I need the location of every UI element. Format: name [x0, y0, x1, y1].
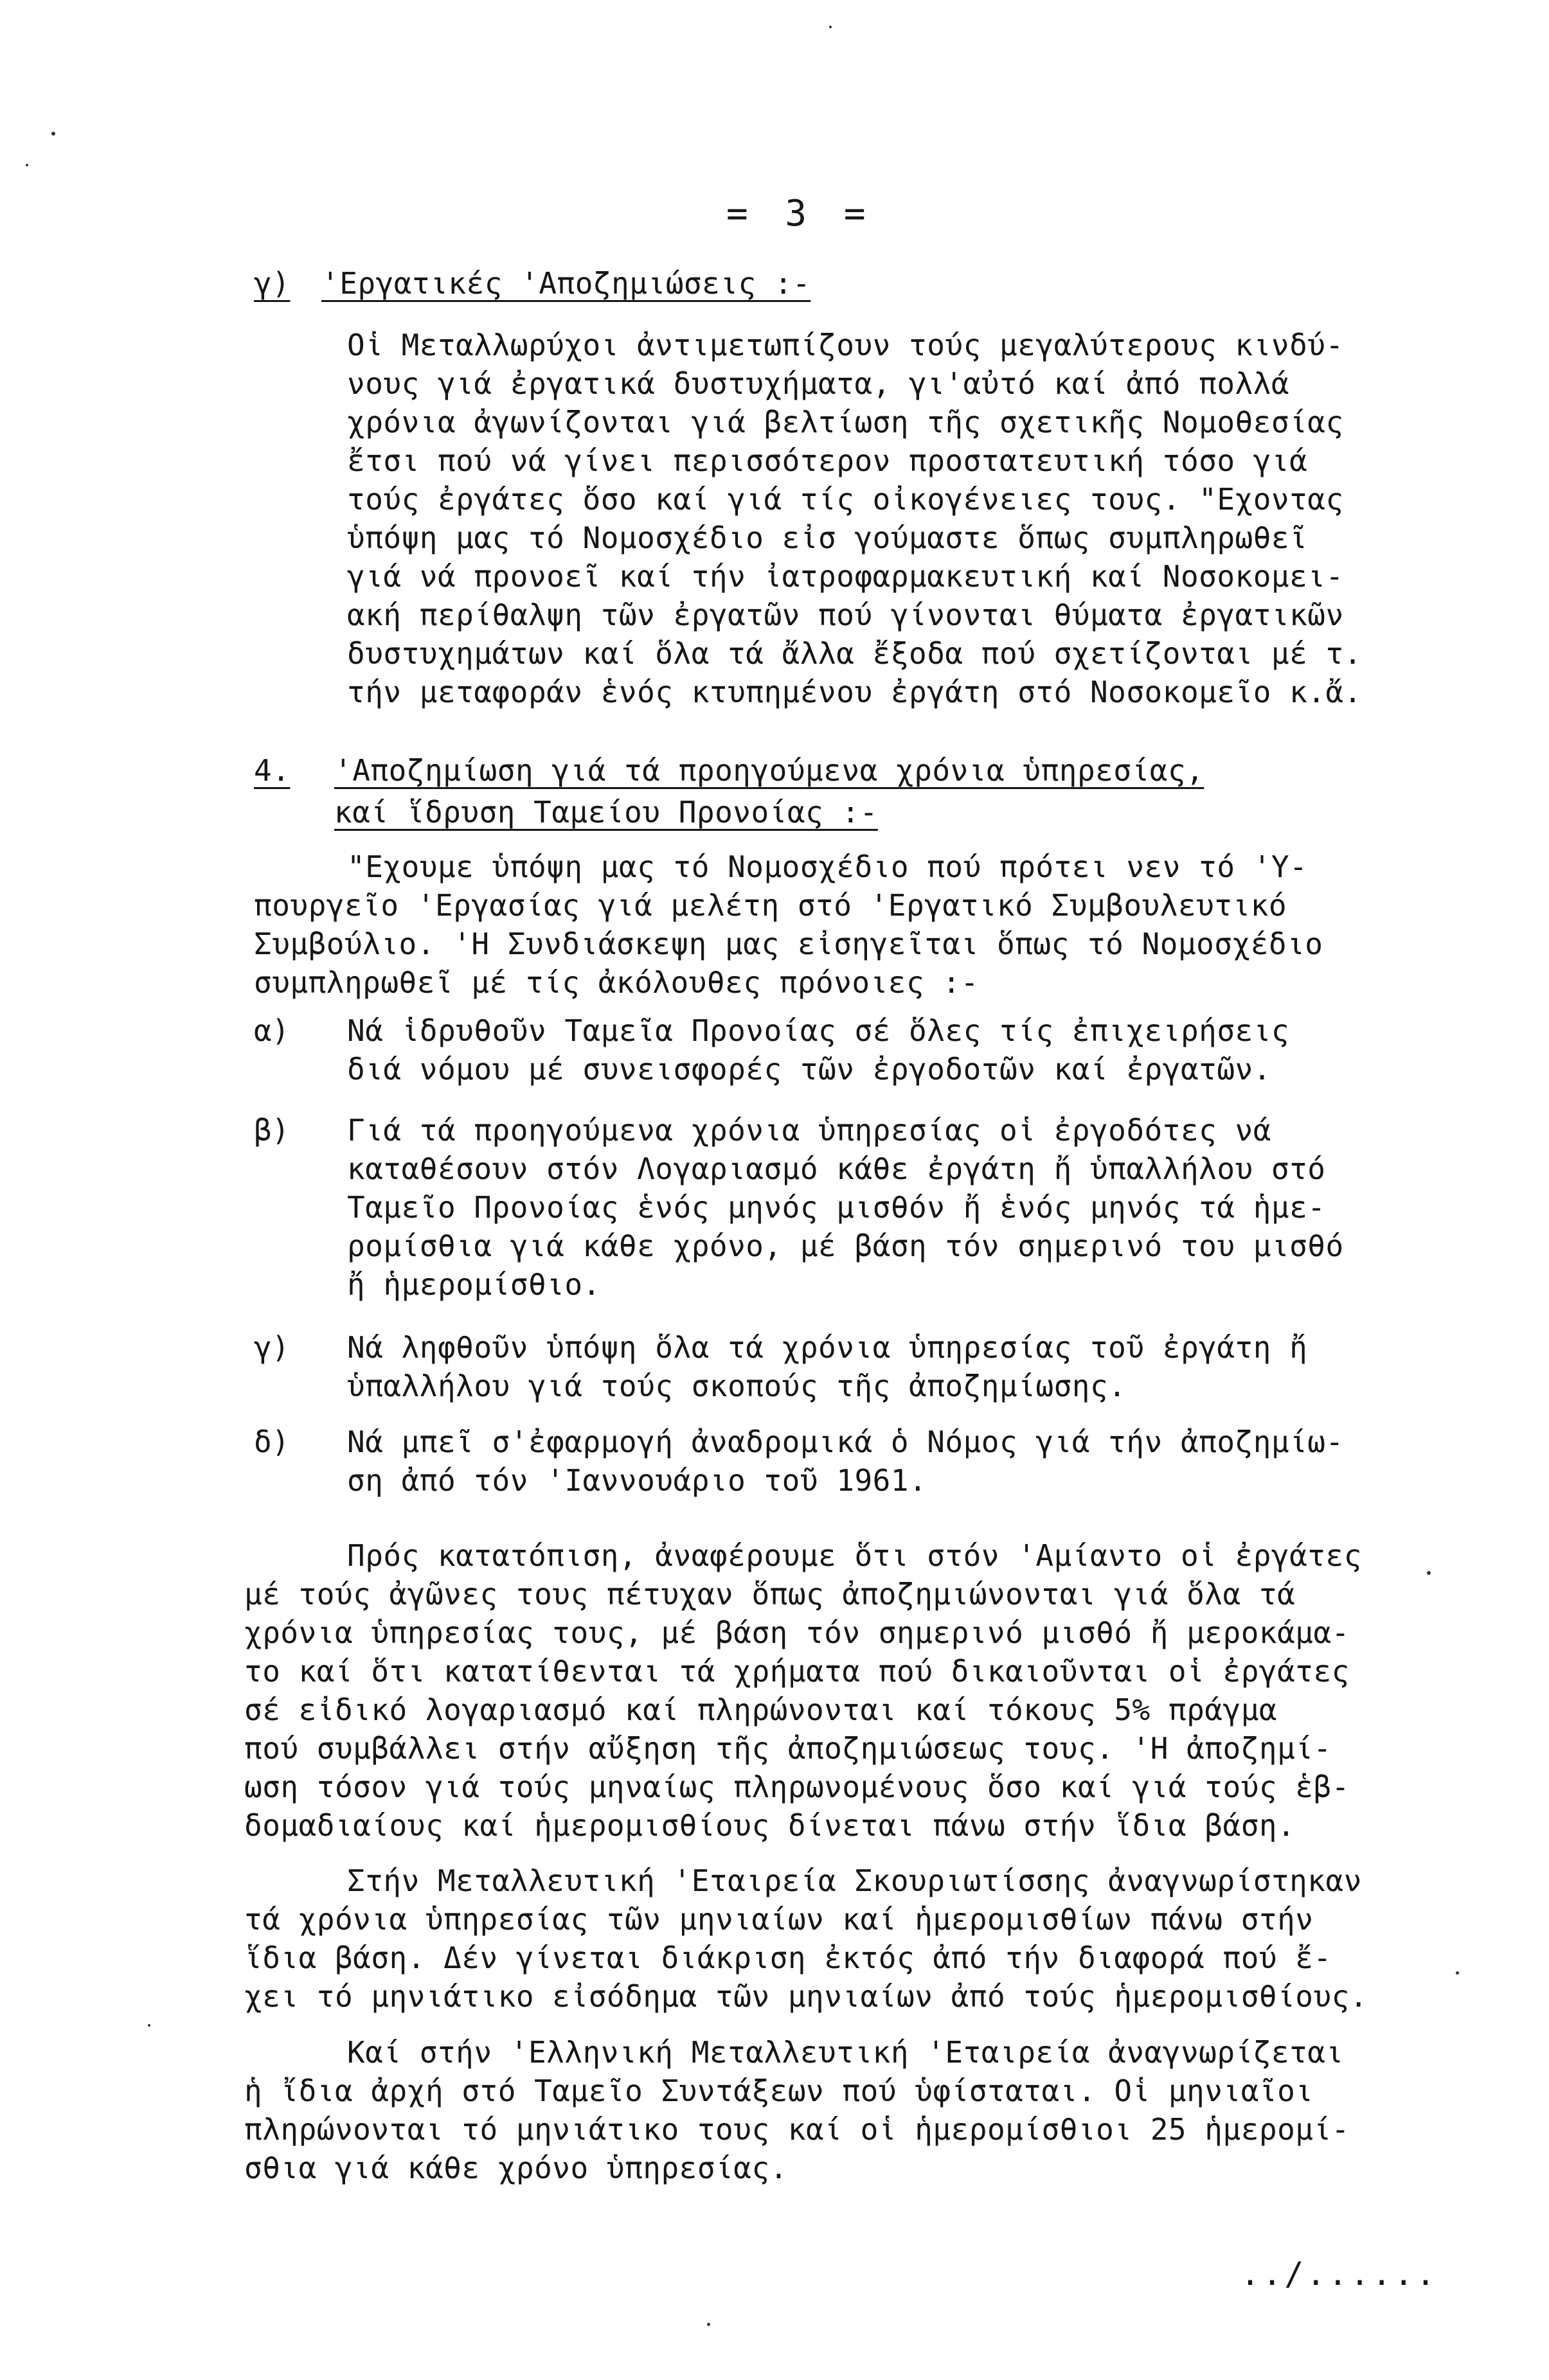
section-4-intro-line: συμπληρωθεῖ μέ τίς ἀκόλουθες πρόνοιες :- [254, 965, 979, 1000]
item-line: Νά μπεῖ σ'ἐφαρμογή ἀναδρομικά ὁ Νόμος γιά τήν ἀποζημίω- [347, 1425, 1344, 1459]
item-marker: δ) [254, 1425, 290, 1459]
scan-speck [829, 26, 832, 28]
item-line: ση ἀπό τόν 'Ιαννουάριο τοῦ 1961. [347, 1463, 927, 1498]
section-g-line: ἔτσι πού νά γίνει περισσότερον προστατευτική τόσο γιά [347, 443, 1308, 478]
section-g-line: δυστυχημάτων καί ὅλα τά ἄλλα ἔξοδα πού σχετίζονται μέ τ. [347, 636, 1362, 671]
paragraph-line: ἡ ἴδια ἀρχή στό Ταμεῖο Συντάξεων πού ὑφίσταται. Οἱ μηνιαῖοι [244, 2074, 1314, 2108]
paragraph-line: χρόνια ὑπηρεσίας τους, μέ βάση τόν σημερινό μισθό ἤ μεροκάμα- [244, 1615, 1350, 1650]
section-g-line: Οἱ Μεταλλωρύχοι ἀντιμετωπίζουν τούς μεγαλύτερους κινδύ- [347, 328, 1344, 362]
item-line: Ταμεῖο Προνοίας ἑνός μηνός μισθόν ἤ ἑνός μηνός τά ἡμε- [347, 1190, 1326, 1225]
item-line: ρομίσθια γιά κάθε χρόνο, μέ βάση τόν σημερινό του μισθό [347, 1229, 1344, 1263]
paragraph-line: το καί ὅτι κατατίθενται τά χρήματα πού δικαιοῦνται οἱ ἐργάτες [244, 1654, 1350, 1689]
section-4-intro-line: Συμβούλιο. 'Η Συνδιάσκεψη μας εἰσηγεῖται ὅπως τό Νομοσχέδιο [254, 927, 1323, 961]
item-line: διά νόμου μέ συνεισφορές τῶν ἐργοδοτῶν καί ἐργατῶν. [347, 1052, 1271, 1087]
section-g-line: ὑπόψη μας τό Νομοσχέδιο εἰσ γούμαστε ὅπως συμπληρωθεῖ [347, 520, 1308, 555]
paragraph-line: σθια γιά κάθε χρόνο ὑπηρεσίας. [244, 2151, 788, 2185]
section-4-intro-line: "Εχουμε ὑπόψη μας τό Νομοσχέδιο πού πρότει νεν τό 'Υ- [347, 849, 1308, 884]
paragraph-line: Πρός κατατόπιση, ἀναφέρουμε ὅτι στόν 'Αμίαντο οἱ ἐργάτες [347, 1538, 1362, 1573]
page-number: = 3 = [726, 193, 873, 235]
paragraph-line: ωση τόσον γιά τούς μηναίως πληρωνομένους ὅσο καί γιά τούς ἑβ- [244, 1770, 1350, 1804]
scan-speck [51, 132, 55, 136]
section-g-line: τήν μεταφοράν ἑνός κτυπημένου ἐργάτη στό Νοσοκομεῖο κ.ἄ. [347, 675, 1362, 709]
paragraph-line: Καί στήν 'Ελληνική Μεταλλευτική 'Εταιρεία ἀναγνωρίζεται [347, 2035, 1344, 2070]
section-g-line: γιά νά προνοεῖ καί τήν ἰατροφαρμακευτική καί Νοσοκομει- [347, 559, 1344, 594]
item-line: καταθέσουν στόν Λογαριασμό κάθε ἐργάτη ἤ ὑπαλλήλου στό [347, 1151, 1326, 1186]
paragraph-line: πού συμβάλλει στήν αὔξηση τῆς ἀποζημιώσεως τους. 'Η ἀποζημί- [244, 1731, 1332, 1766]
scan-speck [707, 2323, 710, 2326]
paragraph-line: δομαδιαίους καί ἡμερομισθίους δίνεται πάνω στήν ἵδια βάση. [244, 1808, 1296, 1843]
item-line: Γιά τά προηγούμενα χρόνια ὑπηρεσίας οἱ ἐργοδότες νά [347, 1113, 1271, 1148]
section-4-title-line1: 'Αποζημίωση γιά τά προηγούμενα χρόνια ὑπηρεσίας, [334, 753, 1204, 788]
paragraph-line: ἵδια βάση. Δέν γίνεται διάκριση ἐκτός ἀπό τήν διαφορά πού ἔ- [244, 1940, 1332, 1975]
section-g-line: χρόνια ἀγωνίζονται γιά βελτίωση τῆς σχετικῆς Νομοθεσίας [347, 405, 1344, 440]
section-g-line: νους γιά ἐργατικά δυστυχήματα, γι'αὐτό καί ἀπό πολλά [347, 366, 1290, 401]
section-4-intro-line: πουργεῖο 'Εργασίας γιά μελέτη στό 'Εργατικό Συμβουλευτικό [254, 888, 1287, 923]
scan-speck [1427, 1571, 1431, 1575]
scan-speck [26, 164, 28, 166]
section-4-title-line2: καί ἵδρυση Ταμείου Προνοίας :- [334, 795, 878, 830]
section-g-line: ακή περίθαλψη τῶν ἐργατῶν πού γίνονται θύματα ἐργατικῶν [347, 598, 1344, 632]
item-marker: β) [254, 1113, 290, 1148]
paragraph-line: σέ εἰδικό λογαριασμό καί πληρώνονται καί τόκους 5% πράγμα [244, 1692, 1278, 1727]
section-g-label: γ) [254, 266, 291, 301]
continuation-mark: ../...... [1240, 2255, 1438, 2293]
section-4-label: 4. [254, 753, 291, 788]
section-g-title: 'Εργατικές 'Αποζημιώσεις :- [321, 266, 811, 301]
paragraph-line: τά χρόνια ὑπηρεσίας τῶν μηνιαίων καί ἡμερομισθίων πάνω στήν [244, 1902, 1314, 1937]
paragraph-line: πληρώνονται τό μηνιάτικο τους καί οἱ ἡμερομίσθιοι 25 ἡμερομί- [244, 2112, 1350, 2147]
item-line: ὑπαλλήλου γιά τούς σκοπούς τῆς ἀποζημίωσης. [347, 1369, 1127, 1403]
item-line: Νά ληφθοῦν ὑπόψη ὅλα τά χρόνια ὑπηρεσίας τοῦ ἐργάτη ἤ [347, 1330, 1308, 1365]
paragraph-line: Στήν Μεταλλευτική 'Εταιρεία Σκουριωτίσσης ἀναγνωρίστηκαν [347, 1863, 1362, 1898]
item-line: ἤ ἡμερομίσθιο. [347, 1267, 601, 1302]
section-g-line: τούς ἐργάτες ὅσο καί γιά τίς οἰκογένειες τους. "Εχοντας [347, 482, 1344, 517]
item-marker: α) [254, 1013, 290, 1048]
scan-speck [1456, 1971, 1459, 1975]
paragraph-line: μέ τούς ἀγῶνες τους πέτυχαν ὅπως ἀποζημιώνονται γιά ὅλα τά [244, 1577, 1296, 1612]
scan-speck [148, 2024, 150, 2027]
item-marker: γ) [254, 1330, 290, 1365]
paragraph-line: χει τό μηνιάτικο εἰσόδημα τῶν μηνιαίων ἀπό τούς ἡμερομισθίους. [244, 1979, 1368, 2014]
item-line: Νά ἱδρυθοῦν Ταμεῖα Προνοίας σέ ὅλες τίς ἐπιχειρήσεις [347, 1013, 1290, 1048]
